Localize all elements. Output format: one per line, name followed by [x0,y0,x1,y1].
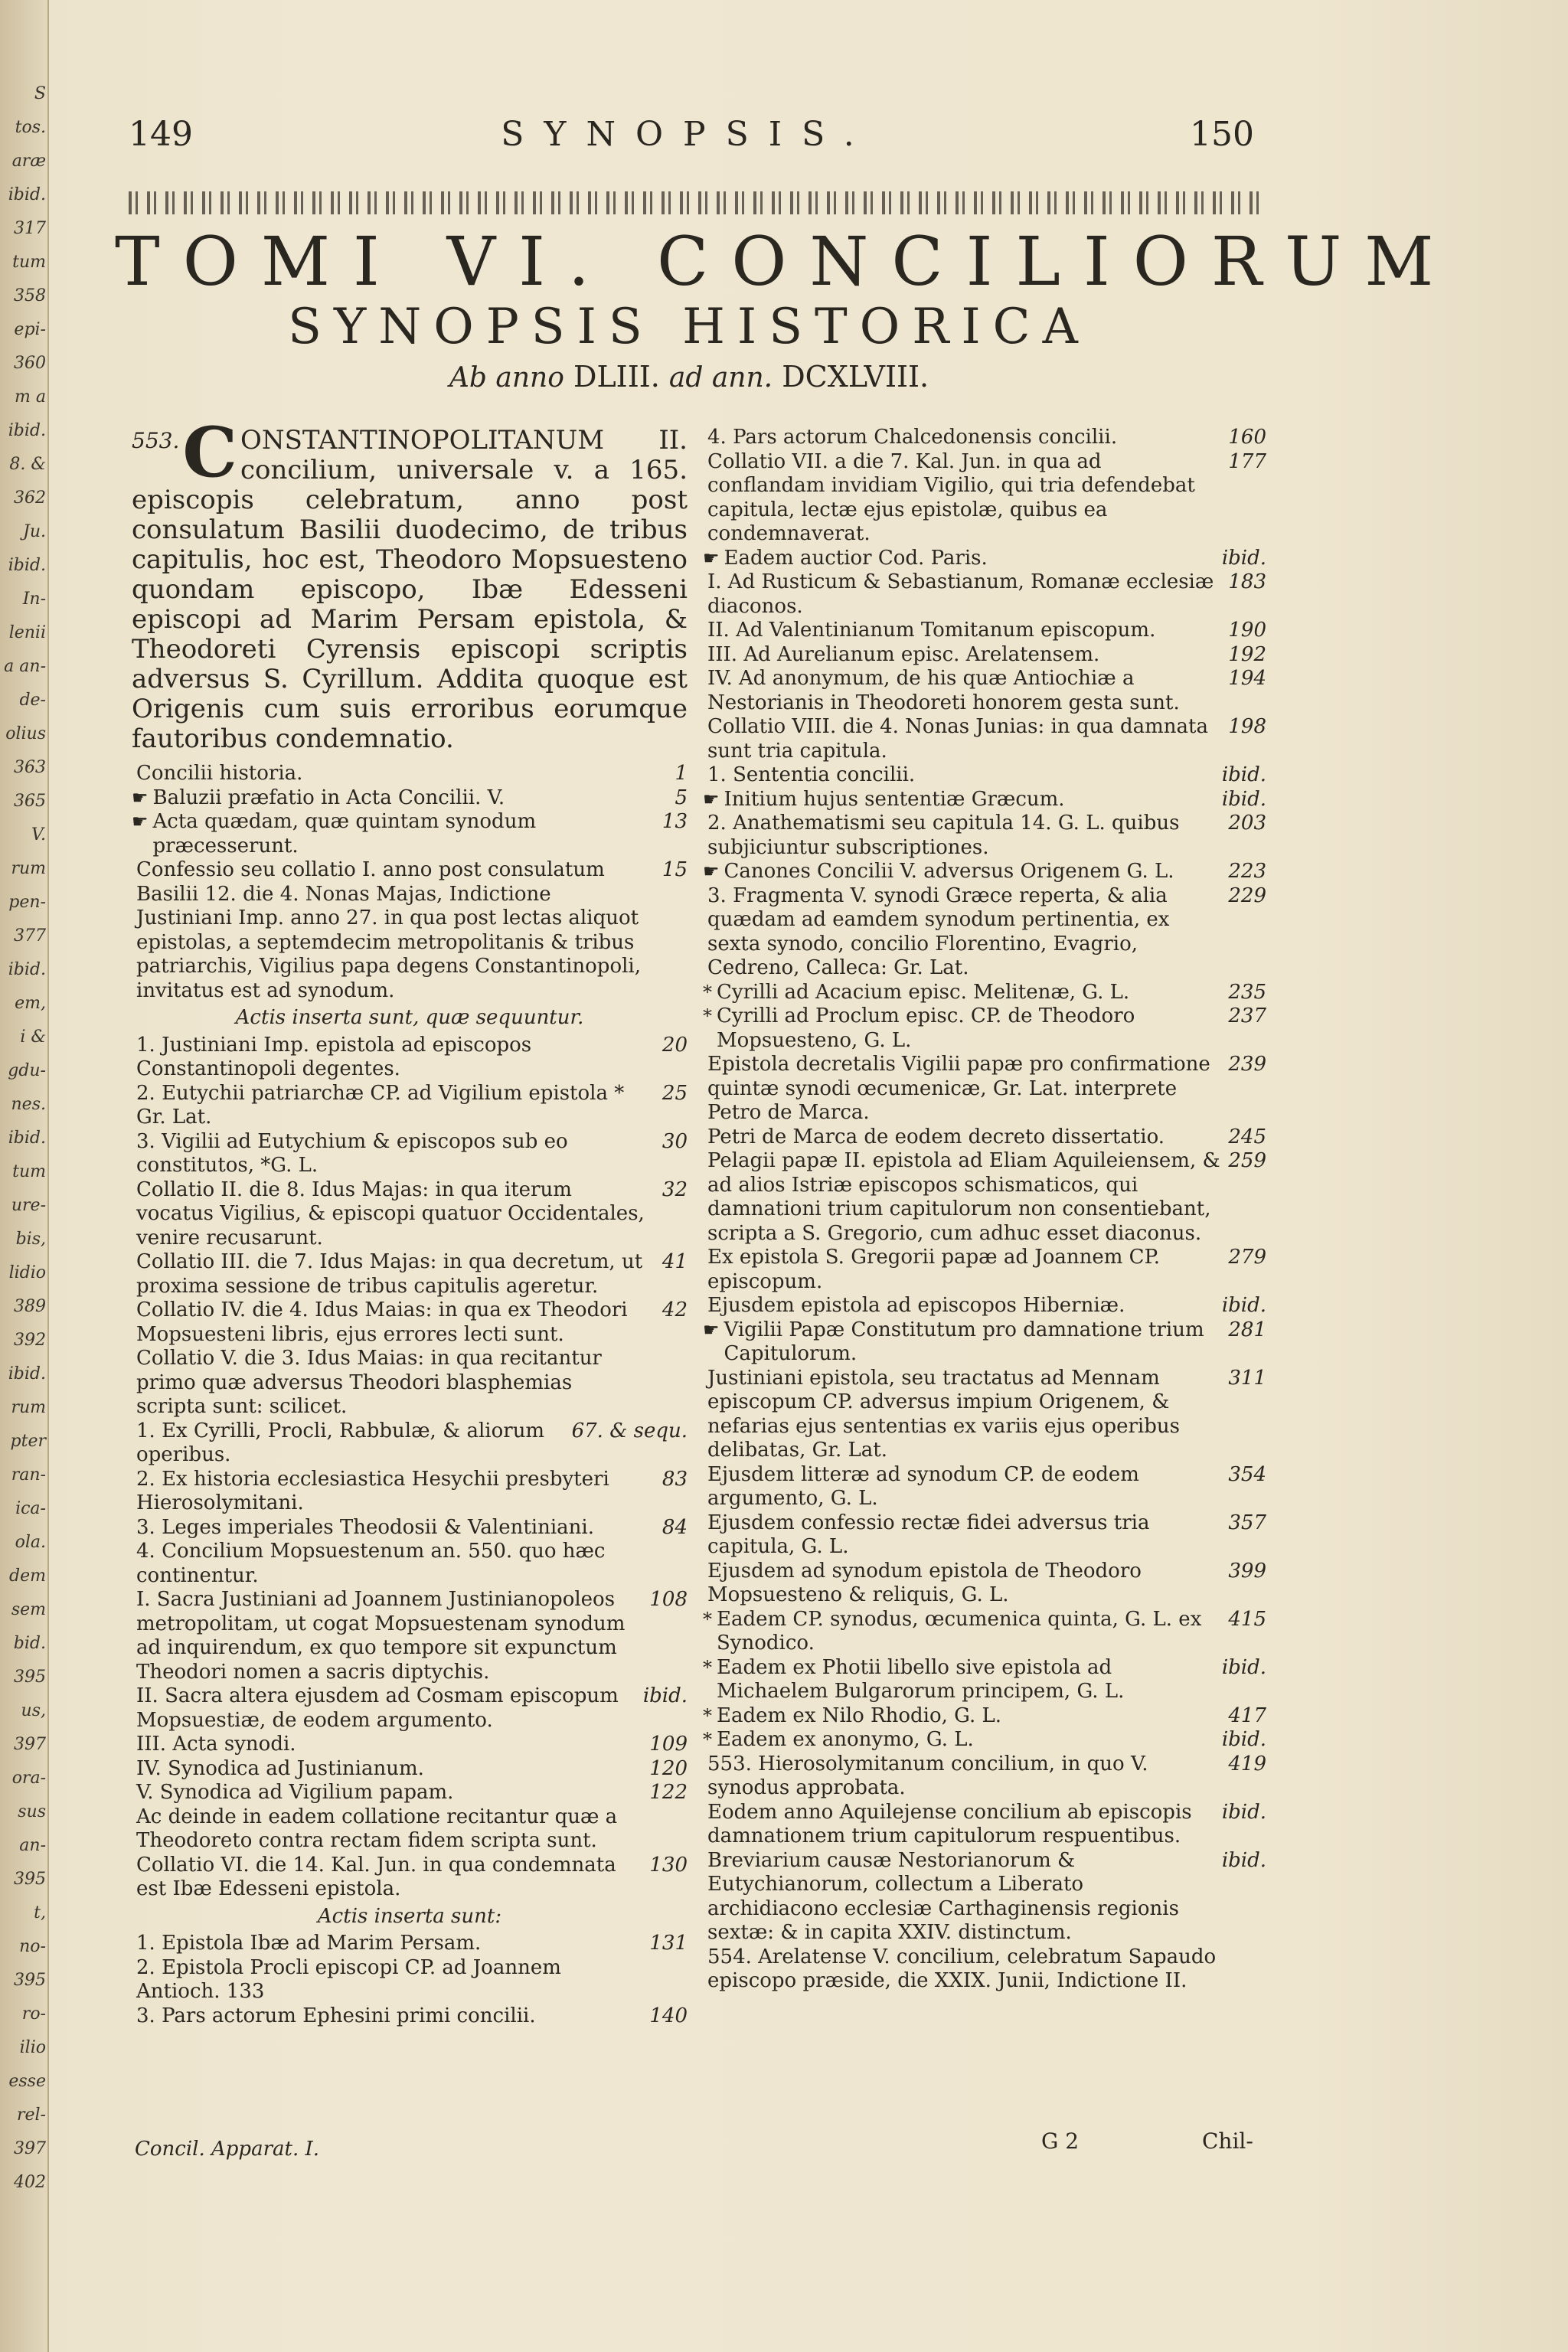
gutter-fragment: 360 [14,354,46,373]
entry-page-ref: 239 [1228,1053,1266,1076]
entry-text: 2. Anathematismi seu capitula 14. G. L. quibus subjiciuntur subscriptiones. [707,812,1180,859]
entry-page-ref: 15 [662,858,688,881]
entry-page-ref: 120 [649,1756,688,1780]
gutter-fragment: S [34,84,46,103]
entry-text: Collatio III. die 7. Idus Majas: in qua decretum, ut proxima sessione de tribus capitulis ageretur. [136,1250,643,1298]
list-item [703,1004,1266,1053]
gutter-fragment: esse [8,2072,46,2091]
entry-page-ref: 160 [1228,426,1266,449]
list-item [132,1516,688,1540]
entry-page-ref: 279 [1228,1246,1266,1269]
gutter-fragment: de- [19,691,46,710]
list-item [703,763,1266,788]
list-item [132,1178,688,1251]
gutter-fragment: In- [22,590,46,609]
gutter-fragment: sem [11,1600,46,1619]
list-item [132,786,688,811]
gutter-fragment: Ju. [23,522,46,541]
entry-text: Eadem auctior Cod. Paris. [724,546,988,570]
entry-page-ref: ibid. [1221,1728,1266,1751]
gutter-fragment: ilio [19,2038,46,2057]
list-item [132,1468,688,1516]
entry-text: Breviarium causæ Nestorianorum & Eutychianorum, collectum a Liberato archidiacono ecclesiæ Carthaginensis regionis sextæ: & in capita XXIV. distinctum. [707,1848,1179,1944]
entry-text: 553. Hierosolymitanum concilium, in quo V. synodus approbata. [707,1752,1148,1799]
gutter-fragment: 365 [14,792,46,811]
gutter-fragment: 363 [14,758,46,777]
gutter-fragment: V. [31,825,46,844]
entry-page-ref: 259 [1228,1149,1266,1172]
entry-page-ref: 83 [662,1467,688,1491]
entry-page-ref: 1 [675,762,688,785]
entry-text: 3. Pars actorum Ephesini primi concilii. [136,2004,536,2027]
entry-text: Cyrilli ad Acacium episc. Melitenæ, G. L. [717,980,1130,1004]
list-item [132,1419,688,1468]
list-item [703,547,1266,571]
left-column [132,412,688,2028]
entry-text: Petri de Marca de eodem decreto dissertatio. [707,1125,1165,1148]
entry-page-ref: 108 [649,1588,688,1611]
list-item [703,981,1266,1005]
gutter-fragment: 395 [14,1870,46,1889]
entry-page-ref: 131 [649,1932,688,1955]
entry-page-ref: 354 [1228,1462,1266,1486]
entry-text: I. Ad Rusticum & Sebastianum, Romanæ ecclesiæ diaconos. [707,570,1214,618]
gutter-fragment: t, [34,1903,46,1922]
entry-page-ref: ibid. [642,1684,688,1707]
entry-page-ref: 32 [662,1178,688,1201]
gutter-fragment: ibid. [8,556,46,575]
entry-page-ref: 5 [675,786,688,809]
entry-page-ref: 25 [662,1081,688,1105]
running-head [129,115,1254,161]
entry-text: Ejusdem litteræ ad synodum CP. de eodem argumento, G. L. [707,1462,1139,1510]
gutter-fragment: gdu- [8,1061,46,1080]
list-item [132,1034,688,1082]
pointing-hand-icon: ☛ [703,861,720,882]
subtitle: SYNOPSIS HISTORICA [288,299,1090,355]
gutter-fragment: ibid. [8,421,46,440]
gutter-fragment: tum [12,1162,46,1181]
list-item [703,450,1266,547]
gutter-fragment: a an- [4,657,46,676]
page-number-left: 149 [129,115,193,154]
entry-page-ref: 357 [1228,1511,1266,1534]
pointing-hand-icon: ☛ [132,786,149,808]
section-heading: Actis inserta sunt: [317,1904,502,1928]
entry-text: Collatio IV. die 4. Idus Maias: in qua ex Theodori Mopsuesteni libris, ejus errores lecti sunt. [136,1298,628,1346]
entry-text: Ejusdem confessio rectæ fidei adversus tria capitula, G. L. [707,1511,1150,1558]
entry-page-ref: 229 [1228,884,1266,907]
left-entry-list [132,762,688,2028]
gutter-fragment: ibid. [8,1129,46,1148]
entry-text: 1. Ex Cyrilli, Procli, Rabbulæ, & aliorum operibus. [136,1419,545,1466]
entry-text: Collatio VII. a die 7. Kal. Jun. in qua ad conflandam invidiam Vigilio, qui tria defendebat capitula, lectæ ejus epistolæ, quibus ea condemnaverat. [707,449,1195,545]
list-item [703,570,1266,619]
entry-text: III. Ad Aurelianum episc. Arelatensem. [707,642,1100,666]
date-range-mid: ad ann. [668,362,773,394]
entry-text: Eadem ex Photii libello sive epistola ad Michaelem Bulgarorum principem, G. L. [717,1655,1125,1703]
list-item [703,1728,1266,1753]
signature-mark: G 2 [1041,2128,1080,2154]
list-item [703,1849,1266,1945]
gutter-fragment: 362 [14,488,46,508]
entry-page-ref: 190 [1228,619,1266,642]
entry-text: Cyrilli ad Proclum episc. CP. de Theodoro Mopsuesteno, G. L. [717,1004,1135,1052]
list-item [703,788,1266,812]
gutter-fragment: ica- [15,1499,46,1518]
list-item [132,1932,688,1956]
gutter-fragment: 377 [14,926,46,946]
entry-text: II. Sacra altera ejusdem ad Cosmam episcopum Mopsuestiæ, de eodem argumento. [136,1684,619,1732]
entry-page-ref: 177 [1228,449,1266,473]
list-item [703,1753,1266,1801]
entry-text: Justiniani epistola, seu tractatus ad Mennam episcopum CP. adversus impium Origenem, & nefarias ejus sententias ex variis ejus operibus delibatas, Gr. Lat. [707,1366,1180,1462]
gutter-fragment: pter [10,1432,46,1451]
intro-text: ONSTANTINOPOLITANUM II. concilium, universale v. a 165. episcopis celebratum, anno post consulatum Basilii duodecimo, de tribus capitulis, hoc est, Theodoro Mopsuesteno quondam episcopo, Ibæ Edesseni episcopi ad Marim Persam epistola, & Theodoreti Cyrensis episcopi scriptis adversus S. Cyrillum. Addita quoque est Origenis cum suis erroribus eorumque fautoribus condemnatio. [132,425,688,754]
entry-page-ref: 311 [1228,1366,1266,1390]
gutter-fragment: olius [5,724,46,743]
entry-page-ref: 41 [662,1250,688,1273]
entry-page-ref: 223 [1228,860,1266,883]
previous-page-edge [0,0,49,2352]
entry-page-ref: 281 [1228,1318,1266,1341]
gutter-fragment: rum [11,1398,46,1417]
entry-page-ref: ibid. [1221,1655,1266,1679]
entry-text: IV. Ad anonymum, de his quæ Antiochiæ a Nestorianis in Theodoreti honorem gesta sunt. [707,667,1180,714]
list-item [132,1298,688,1347]
entry-text: Collatio VIII. die 4. Nonas Junias: in qua damnata sunt tria capitula. [707,715,1208,763]
entry-text: Canones Concilii V. adversus Origenem G. L. [724,860,1174,883]
gutter-fragment: i & [20,1027,46,1047]
entry-page-ref: 415 [1228,1607,1266,1631]
footer-note: Concil. Apparat. I. [135,2138,320,2161]
gutter-fragment: 395 [14,1971,46,1990]
entry-text: Vigilii Papæ Constitutum pro damnatione trium Capitulorum. [724,1318,1204,1365]
page-number-right: 150 [1190,115,1254,154]
entry-page-ref: 235 [1228,980,1266,1004]
drop-cap: C [182,412,237,493]
entry-text: 3. Fragmenta V. synodi Græce reperta, & alia quædam ad eamdem synodum pertinentia, ex sexta synodo, concilio Florentino, Evagrio, Cedreno, Calleca: Gr. Lat. [707,884,1170,979]
pointing-hand-icon: ☛ [132,811,149,832]
list-item [132,1347,688,1419]
gutter-fragment: lidio [8,1263,46,1282]
gutter-fragment: m a [15,387,46,407]
entry-text: Eodem anno Aquilejense concilium ab episcopis damnationem trium capitulorum respuentibus. [707,1800,1192,1847]
entry-mark: * [703,1729,712,1750]
list-item [703,884,1266,981]
gutter-fragment: em, [15,994,46,1013]
entry-text: Concilii historia. [136,762,303,785]
right-column [703,426,1266,1994]
gutter-fragment: rum [11,859,46,878]
entry-text: Acta quædam, quæ quintam synodum præcesserunt. [152,810,537,858]
entry-page-ref: 30 [662,1129,688,1153]
list-item [703,812,1266,860]
list-item [703,1367,1266,1463]
gutter-fragment: 397 [14,2139,46,2158]
gutter-fragment: ure- [11,1196,46,1215]
list-item [132,1082,688,1130]
gutter-fragment: ran- [11,1465,46,1485]
list-item [132,762,688,786]
gutter-fragment: 389 [14,1297,46,1316]
section-heading: Actis inserta sunt, quæ sequuntur. [235,1006,584,1029]
intro-year: 553. [132,428,180,453]
entry-mark: * [703,981,712,1003]
entry-text: Pelagii papæ II. epistola ad Eliam Aquileiensem, & ad alios Istriæ episcopos schismaticos, qui damnationi trium capitulorum non consentiebant, scripta a S. Gregorio, cum adhuc esset diaconus. [707,1149,1220,1245]
entry-page-ref: ibid. [1221,787,1266,811]
gutter-fragment: rel- [16,2105,46,2125]
gutter-fragment: an- [19,1836,46,1855]
entry-text: III. Acta synodi. [136,1733,296,1756]
catchword: Chil- [1202,2128,1253,2154]
entry-mark: * [703,1704,712,1726]
entry-text: 2. Eutychii patriarchæ CP. ad Vigilium epistola * Gr. Lat. [136,1081,625,1129]
list-item [703,1149,1266,1246]
entry-page-ref: ibid. [1221,546,1266,570]
date-range [115,360,1263,394]
gutter-fragment: ibid. [8,960,46,979]
entry-page-ref: ibid. [1221,1800,1266,1824]
entry-page-ref: 192 [1228,642,1266,666]
gutter-fragment: 358 [14,286,46,305]
entry-text: Ejusdem ad synodum epistola de Theodoro Mopsuesteno & reliquis, G. L. [707,1559,1142,1606]
entry-mark: * [703,1608,712,1630]
date-range-prefix: Ab anno [449,362,564,394]
list-item [703,1053,1266,1125]
entry-text: 1. Justiniani Imp. epistola ad episcopos Constantinopoli degentes. [136,1033,532,1080]
pointing-hand-icon: ☛ [703,547,720,569]
entry-text: 2. Ex historia ecclesiastica Hesychii presbyteri Hierosolymitani. [136,1467,609,1514]
entry-page-ref: ibid. [1221,763,1266,786]
entry-text: Epistola decretalis Vigilii papæ pro confirmatione quintæ synodi œcumenicæ, Gr. Lat. interprete Petro de Marca. [707,1053,1210,1124]
entry-text: Collatio VI. die 14. Kal. Jun. in qua condemnata est Ibæ Edesseni epistola. [136,1853,616,1900]
entry-page-ref: 109 [649,1733,688,1756]
ornament-band [129,191,1260,214]
gutter-fragment: ora- [11,1769,46,1788]
list-item [132,1588,688,1684]
gutter-fragment: 317 [14,219,46,238]
right-entry-list [703,426,1266,1994]
entry-page-ref: 13 [662,810,688,833]
list-item [132,810,688,858]
gutter-fragment: 397 [14,1735,46,1754]
list-item [703,1560,1266,1608]
entry-text: IV. Synodica ad Justinianum. [136,1756,424,1780]
list-item [703,1656,1266,1704]
entry-text: 3. Vigilii ad Eutychium & episcopos sub eo constitutos, *G. L. [136,1129,568,1177]
gutter-fragment: bid. [13,1634,46,1653]
list-item [703,1246,1266,1294]
list-item [703,1704,1266,1729]
entry-page-ref: 417 [1228,1704,1266,1727]
entry-page-ref: 237 [1228,1004,1266,1027]
entry-mark: * [703,1005,712,1027]
entry-text: Ejusdem epistola ad episcopos Hiberniæ. [707,1294,1125,1317]
gutter-fragment: ro- [21,2004,46,2024]
gutter-fragment: ola. [15,1533,46,1552]
entry-text: 4. Pars actorum Chalcedonensis concilii. [707,426,1118,449]
list-item [132,1757,688,1782]
list-item [132,1250,688,1298]
gutter-fragment: 8. & [9,455,46,474]
entry-page-ref: 198 [1228,715,1266,738]
entry-text: Collatio II. die 8. Idus Majas: in qua iterum vocatus Vigilius, & episcopi quatuor Occidentales, venire recusarunt. [136,1178,645,1250]
entry-text: V. Synodica ad Vigilium papam. [136,1781,454,1804]
gutter-fragment: tum [12,253,46,272]
list-item [132,1733,688,1757]
gutter-fragment: sus [18,1802,46,1821]
list-item [132,1781,688,1805]
entry-page-ref: 84 [662,1515,688,1539]
list-item [132,1854,688,1902]
gutter-fragment: dem [9,1566,46,1586]
list-item [703,619,1266,643]
gutter-fragment: epi- [14,320,46,339]
list-item [703,1945,1266,1994]
list-item [703,1511,1266,1560]
running-title: SYNOPSIS. [501,115,874,154]
gutter-fragment: 392 [14,1331,46,1350]
list-item [703,426,1266,450]
date-range-to: DCXLVIII. [782,360,929,394]
main-title: TOMI VI. CONCILIORUM [115,222,1457,301]
entry-text: 2. Epistola Procli episcopi CP. ad Joannem Antioch. 133 [136,1955,561,2003]
entry-text: Eadem CP. synodus, œcumenica quinta, G. L. ex Synodico. [717,1607,1202,1655]
gutter-fragment: lenii [8,623,46,642]
entry-page-ref: 399 [1228,1559,1266,1583]
entry-text: Initium hujus sententiæ Græcum. [724,787,1065,811]
list-item [132,1684,688,1733]
list-item [703,667,1266,715]
entry-text: 1. Epistola Ibæ ad Marim Persam. [136,1932,482,1955]
entry-text: 554. Arelatense V. concilium, celebratum Sapaudo episcopo præside, die XXIX. Junii, Indictione II. [707,1945,1217,1992]
list-item [132,1540,688,1588]
entry-text: II. Ad Valentinianum Tomitanum episcopum. [707,619,1156,642]
pointing-hand-icon: ☛ [703,788,720,810]
entry-text: I. Sacra Justiniani ad Joannem Justinianopoleos metropolitam, ut cogat Mopsuestenam synodum ad inquirendum, ex quo tempore sit expunctum Theodori nomen a sacris diptychis. [136,1588,626,1684]
list-item [703,1294,1266,1318]
intro-paragraph [132,412,688,754]
list-item [132,1130,688,1178]
gutter-fragment: nes. [11,1095,46,1114]
list-item [703,643,1266,668]
entry-page-ref: 194 [1228,667,1266,690]
entry-page-ref: 203 [1228,812,1266,835]
entry-page-ref: 67. & sequ. [571,1419,688,1442]
gutter-fragment: bis, [15,1230,46,1249]
entry-text: Eadem ex Nilo Rhodio, G. L. [717,1704,1002,1727]
gutter-fragment: tos. [15,118,46,137]
gutter-fragment: no- [19,1937,46,1956]
list-item [132,858,688,1003]
list-item [703,1801,1266,1849]
list-item [132,1805,688,1854]
entry-page-ref: ibid. [1221,1294,1266,1317]
entry-mark: * [703,1656,712,1678]
entry-page-ref: 183 [1228,570,1266,593]
entry-text: Confessio seu collatio I. anno post consulatum Basilii 12. die 4. Nonas Majas, Indictione Justiniani Imp. anno 27. in qua post lectas aliquot epistolas, a septemdecim metropolitanis & tribus patriarchis, Vigilius papa degens Constantinopoli, invitatus est ad synodum. [136,858,641,1002]
gutter-fragment: 395 [14,1668,46,1687]
list-item [703,1608,1266,1656]
entry-page-ref: 122 [649,1781,688,1804]
entry-text: Eadem ex anonymo, G. L. [717,1728,974,1751]
entry-page-ref: 20 [662,1033,688,1057]
entry-text: Collatio V. die 3. Idus Maias: in qua recitantur primo quæ adversus Theodori blasphemias scripta sunt: scilicet. [136,1347,602,1418]
entry-text: Ac deinde in eadem collatione recitantur quæ a Theodoreto contra rectam fidem scripta sunt. [136,1805,618,1852]
gutter-fragment: us, [21,1701,46,1720]
entry-text: Ex epistola S. Gregorii papæ ad Joannem CP. episcopum. [707,1246,1161,1293]
entry-text: 4. Concilium Mopsuestenum an. 550. quo hæc continentur. [136,1540,606,1587]
list-item [703,1125,1266,1150]
list-item [703,860,1266,884]
entry-page-ref: 419 [1228,1752,1266,1775]
list-item [132,2004,688,2029]
entry-text: 3. Leges imperiales Theodosii & Valentiniani. [136,1515,594,1539]
gutter-fragment: ibid. [8,1364,46,1383]
entry-page-ref: ibid. [1221,1848,1266,1872]
pointing-hand-icon: ☛ [703,1318,720,1341]
gutter-fragment: ibid. [8,185,46,204]
list-item [703,715,1266,763]
gutter-fragment: aræ [11,152,46,171]
date-range-from: DLIII. [573,360,660,394]
gutter-fragment: 402 [14,2173,46,2192]
list-item [703,1318,1266,1367]
entry-page-ref: 140 [649,2004,688,2027]
entry-page-ref: 130 [649,1853,688,1877]
gutter-fragment: pen- [8,893,46,912]
entry-text: Baluzii præfatio in Acta Concilii. V. [152,786,505,809]
entry-page-ref: 42 [662,1298,688,1321]
list-item [703,1463,1266,1511]
list-item [132,1956,688,2004]
entry-text: 1. Sententia concilii. [707,763,916,786]
entry-page-ref: 245 [1228,1125,1266,1148]
